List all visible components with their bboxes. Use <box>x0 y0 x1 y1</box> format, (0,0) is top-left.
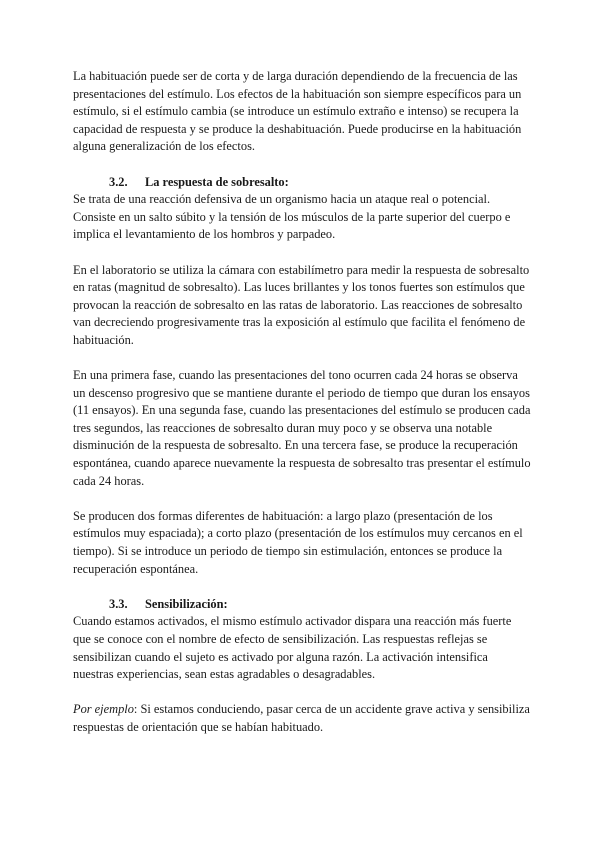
paragraph-startle-definition: Se trata de una reacción defensiva de un organismo hacia un ataque real o potencial. Consiste en un salto súbito y la tensión de los músculos de la parte superior del cuerpo e implica el levantamiento de los hombros y parpadeo. <box>73 192 511 242</box>
example-lead: Por ejemplo <box>73 702 134 717</box>
paragraph-laboratory: En el laboratorio se utiliza la cámara con estabilímetro para medir la respuesta de sobresalto en ratas (magnitud de sobresalto). Las luces brillantes y los tonos fuertes son estímulos que provocan la reacción de sobresalto en las ratas de laboratorio. Las reacciones de sobresalto van decreciendo progresivamente tras la exposición al estímulo que facilita el fenómeno de habituación. <box>73 262 530 347</box>
paragraph-habituation-duration: La habituación puede ser de corta y de larga duración dependiendo de la frecuencia de las presentaciones del estímulo. Los efectos de la habituación son siempre específicos para un estímulo, si el estímulo cambia (se introduce un estímulo extraño e intenso) se recupera la capacidad de respuesta y se produce la deshabituación. Puede producirse en la habituación alguna generalización de los efectos. <box>73 69 522 154</box>
section-number: 3.3. <box>109 596 128 611</box>
section-number: 3.2. <box>109 174 128 189</box>
paragraph-sensitization: Cuando estamos activados, el mismo estímulo activador dispara una reacción más fuerte que se conoce con el nombre de efecto de sensibilización. Las respuestas reflejas se sensibilizan cuando el sujeto es activado por alguna razón. La activación intensifica nuestras experiencias, sean estas agradables o desagradables. <box>73 614 512 682</box>
example-colon: : <box>133 702 138 717</box>
page-content <box>73 68 531 737</box>
section-heading-3-3 <box>109 596 531 614</box>
paragraph-example <box>73 701 531 736</box>
paragraph-two-forms: Se producen dos formas diferentes de habituación: a largo plazo (presentación de los estímulos muy espaciada); a corto plazo (presentación de los estímulos muy cercanos en el tiempo). Si se introduce un periodo de tiempo sin estimulación, entonces se produce la recuperación espontánea. <box>73 508 523 576</box>
paragraph-phases: En una primera fase, cuando las presentaciones del tono ocurren cada 24 horas se observa un descenso progresivo que se mantiene durante el periodo de tiempo que duran los ensayos (11 ensayos). En una segunda fase, cuando las presentaciones del estímulo se producen cada tres segundos, las reacciones de sobresalto duran muy poco y se observa una notable disminución de la respuesta de sobresalto. En una tercera fase, se produce la recuperación espontánea, cuando aparece nuevamente la respuesta de sobresalto tras presentar el estímulo cada 24 horas. <box>73 368 531 488</box>
section-heading-3-2 <box>109 174 531 192</box>
example-text: Si estamos conduciendo, pasar cerca de un accidente grave activa y sensibiliza respuestas de orientación que se habían habituado. <box>73 702 530 734</box>
section-title: La respuesta de sobresalto: <box>145 174 289 189</box>
section-title: Sensibilización: <box>145 596 228 611</box>
